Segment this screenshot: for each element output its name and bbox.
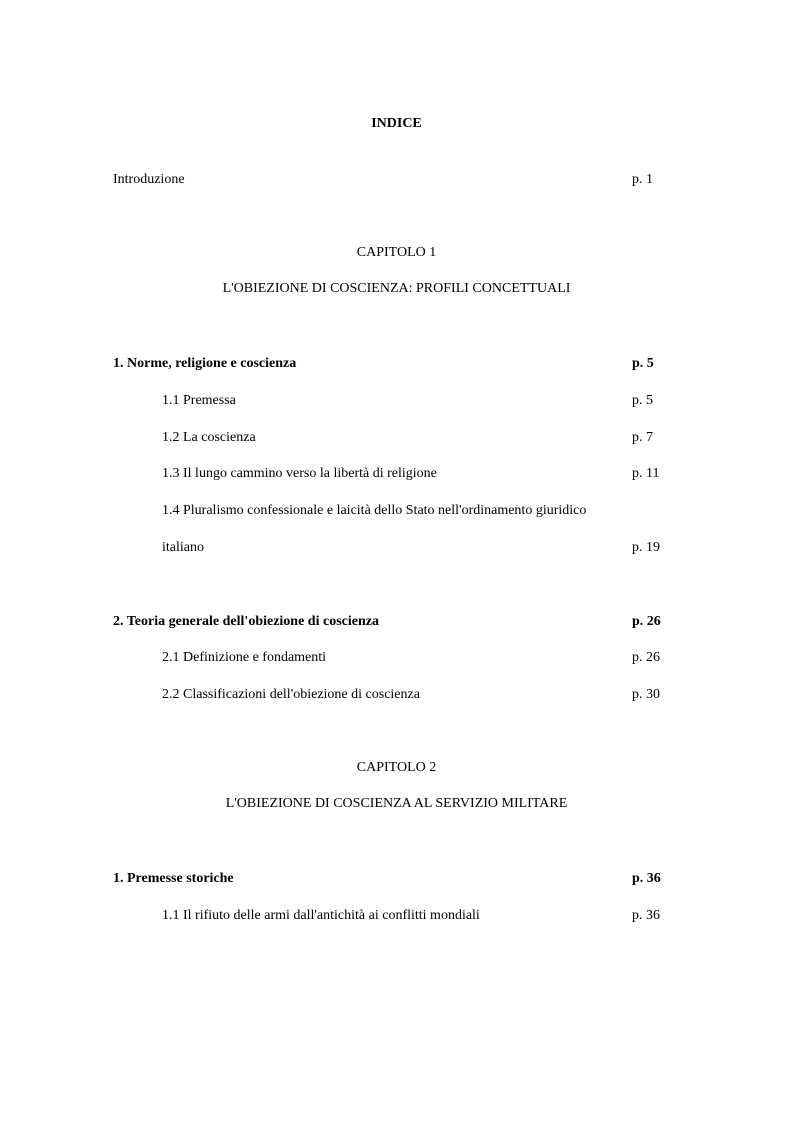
toc-subsection-1-2-1: 2.1 Definizione e fondamenti: [162, 650, 327, 665]
toc-subsection-1-2-2: 2.2 Classificazioni dell'obiezione di coscienza: [162, 687, 420, 702]
toc-subsection-1-1-3: 1.3 Il lungo cammino verso la libertà di religione: [162, 466, 437, 481]
toc-section-1-2-page: p. 26: [632, 614, 661, 629]
chapter-1-heading: CAPITOLO 1: [356, 245, 437, 260]
chapter-1-title: L'OBIEZIONE DI COSCIENZA: PROFILI CONCETTUALI: [222, 281, 571, 296]
toc-subsection-2-1-1: 1.1 Il rifiuto delle armi dall'antichità ai conflitti mondiali: [162, 908, 480, 923]
chapter-2-title: L'OBIEZIONE DI COSCIENZA AL SERVIZIO MILITARE: [225, 796, 568, 811]
toc-subsection-1-2-1-page: p. 26: [632, 650, 660, 665]
toc-section-1-1: 1. Norme, religione e coscienza: [113, 356, 297, 371]
toc-page-introduzione: p. 1: [632, 172, 653, 187]
toc-subsection-1-2-2-page: p. 30: [632, 687, 660, 702]
toc-subsection-1-1-4: 1.4 Pluralismo confessionale e laicità dello Stato nell'ordinamento giuridico: [162, 503, 587, 518]
toc-subsection-1-1-3-page: p. 11: [632, 466, 660, 481]
toc-subsection-1-1-4-page: p. 19: [632, 540, 660, 555]
toc-entry-introduzione: Introduzione: [113, 172, 185, 187]
toc-section-2-1: 1. Premesse storiche: [113, 871, 234, 886]
toc-section-1-2: 2. Teoria generale dell'obiezione di coscienza: [113, 614, 379, 629]
toc-subsection-1-1-4-cont: italiano: [162, 540, 204, 555]
toc-subsection-1-1-2-page: p. 7: [632, 430, 653, 445]
toc-section-1-1-page: p. 5: [632, 356, 654, 371]
toc-subsection-1-1-1-page: p. 5: [632, 393, 653, 408]
chapter-2-heading: CAPITOLO 2: [356, 760, 437, 775]
toc-subsection-1-1-2: 1.2 La coscienza: [162, 430, 256, 445]
toc-subsection-1-1-1: 1.1 Premessa: [162, 393, 236, 408]
toc-section-2-1-page: p. 36: [632, 871, 661, 886]
toc-subsection-2-1-1-page: p. 36: [632, 908, 660, 923]
page-title: INDICE: [371, 116, 422, 131]
